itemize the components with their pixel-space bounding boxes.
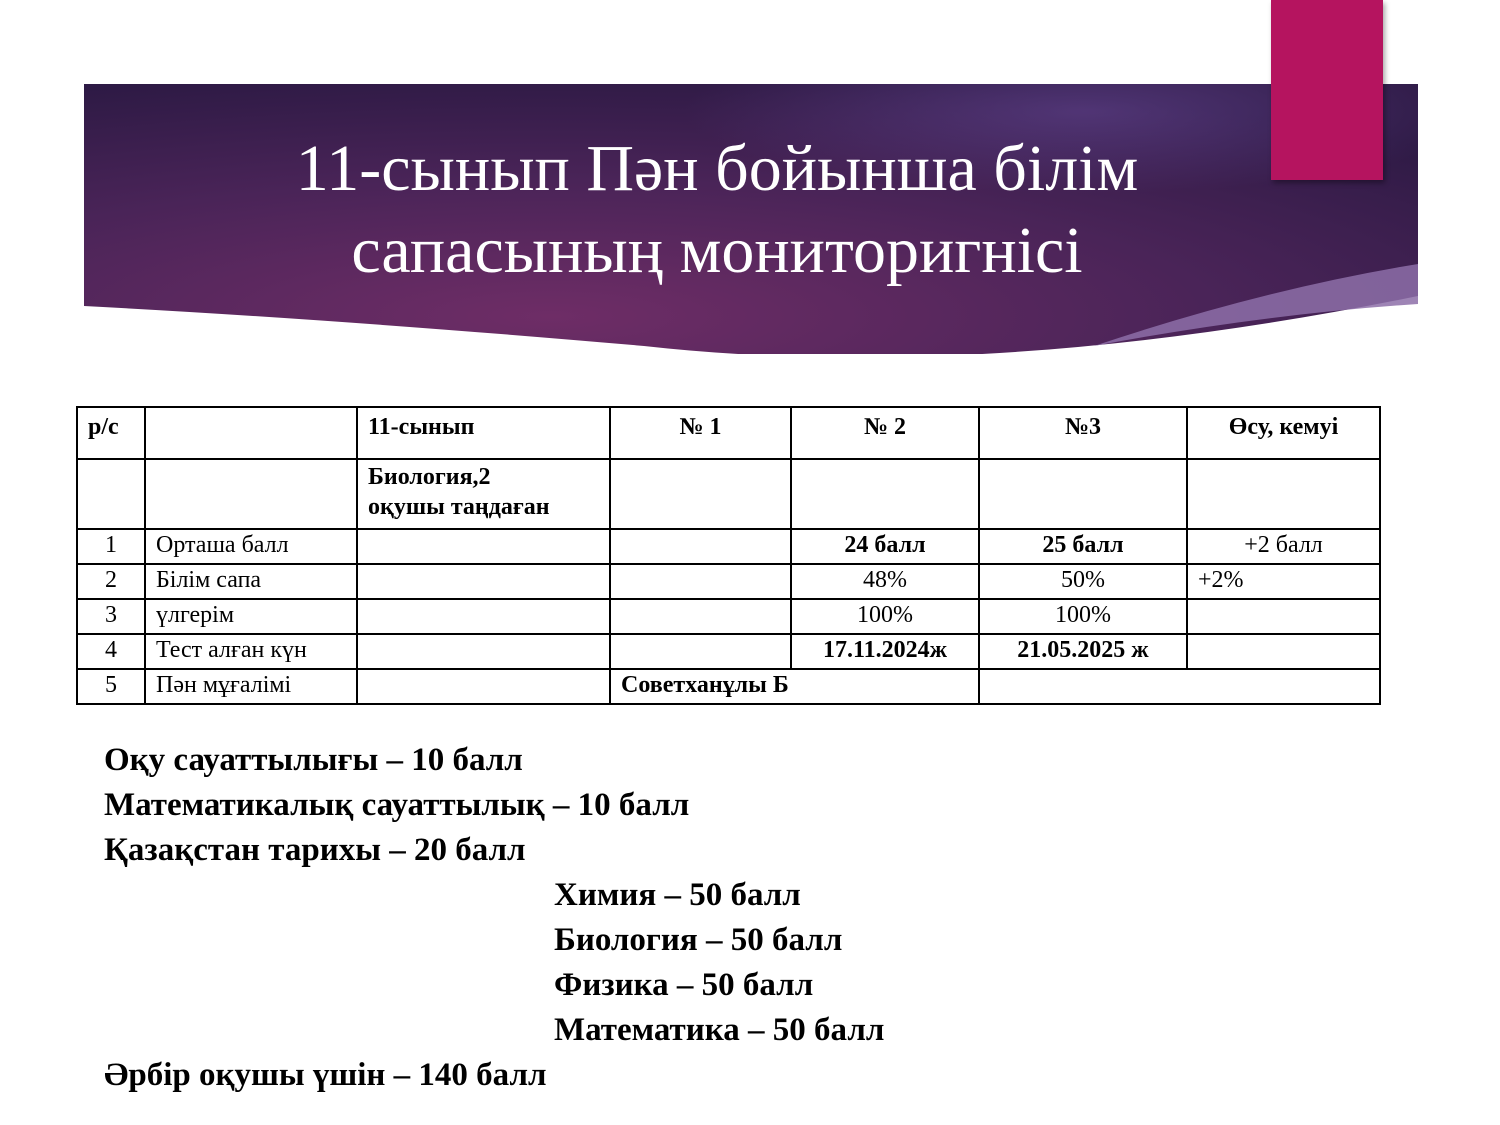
subject-line-2: оқушы таңдаған <box>368 494 550 520</box>
row-number: 1 <box>77 529 145 564</box>
summary-line: Математика – 50 балл <box>554 1012 885 1048</box>
header-cell-change: Өсу, кемуі <box>1187 407 1380 459</box>
row-number: 4 <box>77 634 145 669</box>
monitoring-table <box>76 406 1381 705</box>
header-cell-test-1: № 1 <box>610 407 791 459</box>
table-row <box>77 634 1380 669</box>
table-row-teacher <box>77 669 1380 704</box>
value-test-2: 17.11.2024ж <box>791 634 979 669</box>
subject-line-1: Биология,2 <box>368 464 491 490</box>
row-label: Тест алған күн <box>145 634 357 669</box>
summary-line: Қазақстан тарихы – 20 балл <box>104 832 526 868</box>
title-line-1: 11-сынып Пән бойынша білім <box>295 132 1139 205</box>
row-label: үлгерім <box>145 599 357 634</box>
table-row-subject <box>77 459 1380 529</box>
value-test-3: 50% <box>979 564 1187 599</box>
header-cell-blank <box>145 407 357 459</box>
teacher-name: Советханұлы Б <box>610 669 979 704</box>
summary-total: Әрбір оқушы үшін – 140 балл <box>104 1057 547 1093</box>
title-line-2: сапасының мониторигнісі <box>351 214 1083 287</box>
row-label: Білім сапа <box>145 564 357 599</box>
row-number: 5 <box>77 669 145 704</box>
table-row <box>77 564 1380 599</box>
value-change <box>1187 599 1380 634</box>
summary-line: Математикалық сауаттылық – 10 балл <box>104 787 690 823</box>
score-summary <box>104 738 884 1098</box>
summary-line: Оқу сауаттылығы – 10 балл <box>104 742 523 778</box>
value-test-3: 25 балл <box>979 529 1187 564</box>
value-test-2: 100% <box>791 599 979 634</box>
summary-line: Биология – 50 балл <box>554 922 843 958</box>
value-test-2: 48% <box>791 564 979 599</box>
header-cell-class: 11-сынып <box>357 407 610 459</box>
slide-title <box>84 128 1350 292</box>
value-test-2: 24 балл <box>791 529 979 564</box>
value-change <box>1187 634 1380 669</box>
row-number: 3 <box>77 599 145 634</box>
table-row <box>77 599 1380 634</box>
subject-cell <box>357 459 610 529</box>
summary-line: Физика – 50 балл <box>554 967 814 1003</box>
value-change: +2% <box>1187 564 1380 599</box>
header-cell-number: р/с <box>77 407 145 459</box>
row-label: Пән мұғалімі <box>145 669 357 704</box>
table-header-row <box>77 407 1380 459</box>
header-cell-test-2: № 2 <box>791 407 979 459</box>
value-test-3: 21.05.2025 ж <box>979 634 1187 669</box>
table-row <box>77 529 1380 564</box>
value-change: +2 балл <box>1187 529 1380 564</box>
value-test-3: 100% <box>979 599 1187 634</box>
header-cell-test-3: №3 <box>979 407 1187 459</box>
summary-line: Химия – 50 балл <box>554 877 801 913</box>
row-label: Орташа балл <box>145 529 357 564</box>
row-number: 2 <box>77 564 145 599</box>
